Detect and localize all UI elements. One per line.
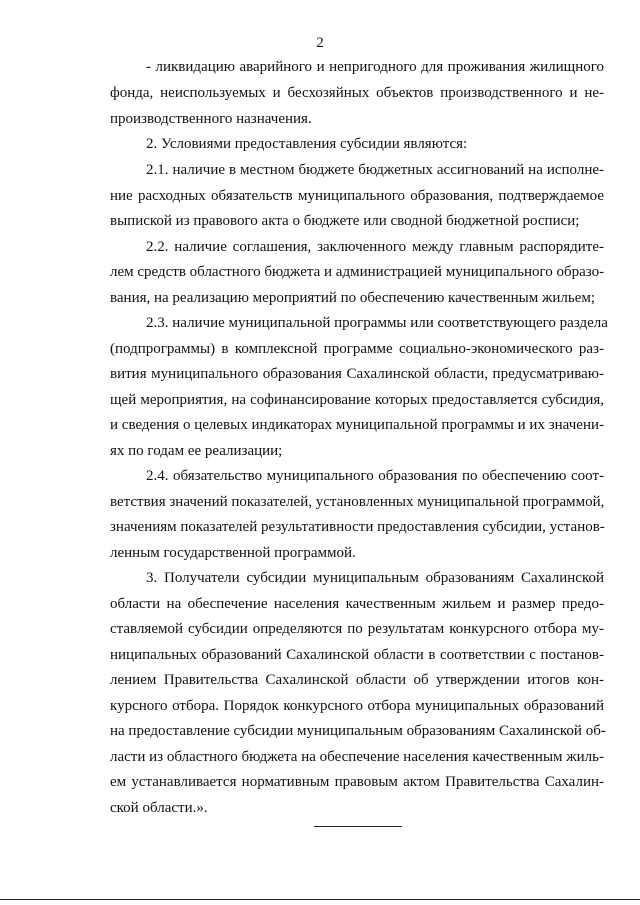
text-line: (подпрограммы) в комплексной программе социально-экономического раз- (110, 341, 604, 357)
text-line: 2.1. наличие в местном бюджете бюджетных ассигнований на исполне- (146, 162, 604, 178)
page-edge (0, 899, 640, 900)
text-line: выпиской из правового акта о бюджете или сводной бюджетной росписи; (110, 213, 580, 229)
text-line: вития муниципального образования Сахалинской области, предусматриваю- (110, 366, 604, 382)
text-line: ставляемой субсидии определяются по результатам конкурсного отбора му- (110, 621, 604, 637)
text-line: - ликвидацию аварийного и непригодного для проживания жилищного (146, 59, 604, 75)
text-line: вания, на реализацию мероприятий по обеспечению качественным жильем; (110, 290, 596, 306)
text-line: на предоставление субсидии муниципальным образованиям Сахалинской об- (110, 723, 606, 739)
text-line: лением Правительства Сахалинской области об утверждении итогов кон- (110, 672, 604, 688)
text-line: и сведения о целевых индикаторах муниципальной программы и их значени- (110, 417, 604, 433)
text-line: ласти из областного бюджета на обеспечение населения качественным жиль- (110, 749, 604, 765)
text-line: лем средств областного бюджета и администрацией муниципального образо- (110, 264, 605, 280)
text-line: 2.4. обязательство муниципального образования по обеспечению соот- (146, 468, 604, 484)
text-line: фонда, неиспользуемых и бесхозяйных объектов производственного и не- (110, 85, 604, 101)
text-line: ях по годам ее реализации; (110, 443, 283, 459)
page-number: 2 (316, 35, 324, 51)
text-line: 2.3. наличие муниципальной программы или соответствующего раздела (146, 315, 608, 331)
text-line: значениям показателей результативности предоставления субсидии, установ- (110, 519, 605, 535)
text-line: 3. Получатели субсидии муниципальным образованиям Сахалинской (146, 570, 604, 586)
text-line: 2.2. наличие соглашения, заключенного между главным распорядите- (146, 239, 604, 255)
text-line: производственного назначения. (110, 111, 312, 127)
text-line: курсного отбора. Порядок конкурсного отбора муниципальных образований (110, 698, 604, 714)
text-line: ниципальных образований Сахалинской области в соответствии с постанов- (110, 647, 604, 663)
text-line: ние расходных обязательств муниципального образования, подтверждаемое (110, 188, 604, 204)
text-line: ветствия значений показателей, установленных муниципальной программой, (110, 494, 605, 510)
text-line: 2. Условиями предоставления субсидии являются: (146, 136, 468, 152)
text-line: ской области.». (110, 800, 208, 816)
text-line: ленным государственной программой. (110, 545, 356, 561)
end-separator (314, 826, 402, 827)
text-line: области на обеспечение населения качественным жильем и размер предо- (110, 596, 604, 612)
text-line: ем устанавливается нормативным правовым актом Правительства Сахалин- (110, 774, 604, 790)
text-line: щей мероприятия, на софинансирование которых предоставляется субсидия, (110, 392, 604, 408)
